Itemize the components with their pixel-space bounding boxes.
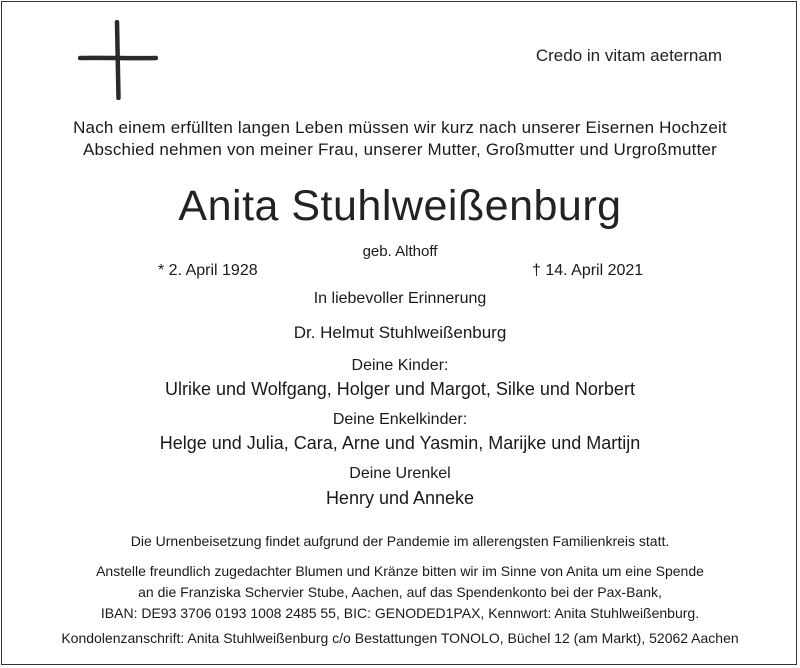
children-names: Ulrike und Wolfgang, Holger und Margot, Silke und Norbert [165, 379, 635, 399]
motto: Credo in vitam aeternam [535, 46, 722, 65]
burial-note: Die Urnenbeisetzung findet aufgrund der Pandemie im allerengsten Familienkreis statt. [130, 533, 670, 549]
husband-name: Dr. Helmut Stuhlweißenburg [293, 323, 507, 342]
deceased-name: Anita Stuhlweißenburg [178, 182, 622, 230]
grandchildren-names: Helge und Julia, Cara, Arne und Yasmin, Marijke und Martijn [159, 433, 641, 453]
birth-date: * 2. April 1928 [158, 262, 258, 279]
intro-line-2: Abschied nehmen von meiner Frau, unserer Mutter, Großmutter und Urgroßmutter [82, 140, 718, 159]
great-grandchildren-heading: Deine Urenkel [349, 465, 451, 482]
donation-line-3: IBAN: DE93 3706 0193 1008 2485 55, BIC: GENODED1PAX, Kennwort: Anita Stuhlweißenburg. [100, 605, 700, 621]
donation-text [0, 561, 800, 624]
remembrance-line: In liebevoller Erinnerung [313, 290, 487, 307]
children-heading: Deine Kinder: [351, 357, 449, 374]
donation-line-2: an die Franziska Schervier Stube, Aachen, auf das Spendenkonto bei der Pax-Bank, [138, 584, 662, 600]
intro-text [0, 117, 800, 161]
intro-line-1: Nach einem erfüllten langen Leben müssen wir kurz nach unserer Eisernen Hochzeit [73, 118, 727, 137]
great-grandchildren-names: Henry und Anneke [325, 488, 475, 508]
condolence-address: Kondolenzanschrift: Anita Stuhlweißenburg c/o Bestattungen TONOLO, Büchel 12 (am Markt), 52062 Aachen [61, 630, 739, 646]
death-date: † 14. April 2021 [532, 262, 644, 279]
maiden-name: geb. Althoff [362, 243, 438, 260]
grandchildren-heading: Deine Enkelkinder: [332, 411, 468, 428]
cross-icon [78, 20, 158, 100]
donation-line-1: Anstelle freundlich zugedachter Blumen und Kränze bitten wir im Sinne von Anita um eine Spende [96, 563, 704, 579]
